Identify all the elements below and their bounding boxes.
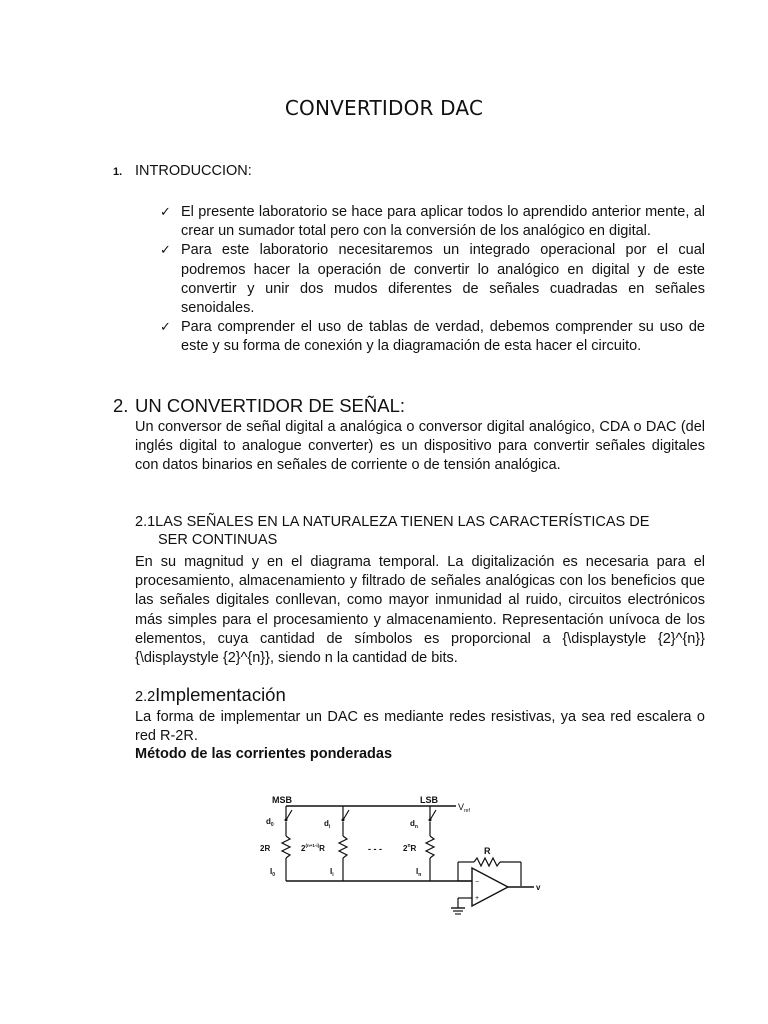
subsection-2-1-heading bbox=[135, 513, 705, 549]
subsection-2-2-heading bbox=[135, 684, 286, 706]
resistor-label: $2^{(n+1-i)}R$ bbox=[301, 843, 325, 853]
section-2-heading bbox=[113, 395, 405, 417]
checkmark-icon: ✓ bbox=[160, 205, 171, 220]
bullet-text: El presente laboratorio se hace para aplicar todos lo aprendido anterior mente, al crear un sumador total pero con la conversión de los analógico en digital. bbox=[181, 204, 705, 240]
resistor-icon bbox=[426, 836, 434, 858]
continuation-dots: - - - bbox=[368, 844, 382, 854]
switch-label: $d_0$ bbox=[266, 817, 274, 828]
resistor-icon bbox=[282, 836, 290, 858]
current-label: $I_i$ bbox=[330, 867, 334, 878]
subsection-2-1-paragraph: En su magnitud y en el diagrama temporal. La digitalización es necesaria para el procesamiento, almacenamiento y filtrado de señales analógicas con los beneficios que las señales digitales conllevan, como mayor inmunidad al ruido, circuitos electrónicos más simples para el procesamiento y almacenamiento. Representación unívoca de los elementos, cuya cantidad de símbolos es proporcional a {\displaystyle {2}^{n}} {\displaystyle {2}^{n}}, siendo n la cantidad de bits. bbox=[135, 554, 705, 667]
section-2-paragraph: Un conversor de señal digital a analógica o conversor digital analógico, CDA o DAC (del inglés digital to analogue converter) es un dispositivo para convertir señales digitales con datos binarios en señales de corriente o de tensión analógica. bbox=[135, 419, 705, 474]
output-label: v bbox=[536, 883, 541, 892]
op-amp bbox=[451, 868, 541, 914]
switch-label: $d_i$ bbox=[324, 819, 331, 830]
branch-msb bbox=[260, 806, 292, 881]
current-label: $I_0$ bbox=[270, 867, 276, 878]
list-item bbox=[160, 203, 705, 241]
resistor-label: 2$^n$R bbox=[403, 843, 417, 853]
section-2-number: 2. bbox=[113, 395, 129, 416]
subsection-2-1-title-continued: SER CONTINUAS bbox=[158, 532, 278, 548]
branch-i bbox=[301, 806, 349, 881]
current-label: $I_n$ bbox=[416, 867, 422, 878]
subsection-2-2-paragraph: La forma de implementar un DAC es mediante redes resistivas, ya sea red escalera o red R-2R. bbox=[135, 709, 705, 745]
section-1-heading bbox=[113, 163, 252, 179]
checkmark-icon: ✓ bbox=[160, 320, 171, 336]
list-item bbox=[160, 241, 705, 318]
subsection-2-1-number: 2.1 bbox=[135, 514, 156, 530]
msb-label: MSB bbox=[272, 795, 292, 805]
bullet-text: Para este laboratorio necesitaremos un integrado operacional por el cual podremos hacer la operación de convertir lo analógico en digital y de este convertir y unir dos mudos diferentes de señales cuadradas en señales senoidales. bbox=[181, 242, 705, 317]
resistor-label: 2R bbox=[260, 844, 271, 853]
branch-lsb bbox=[403, 806, 436, 881]
subsection-2-2-number: 2.2 bbox=[135, 689, 156, 705]
section-2-title: UN CONVERTIDOR DE SEÑAL: bbox=[135, 395, 406, 416]
switch-label: $d_n$ bbox=[410, 819, 418, 830]
feedback-resistor-label: R bbox=[484, 846, 491, 856]
subsection-2-2-title: Implementación bbox=[155, 684, 286, 705]
bullet-text: Para comprender el uso de tablas de verdad, debemos comprender su uso de este y su forma de conexión y la diagramación de esta hacer el circuito. bbox=[181, 319, 705, 355]
subsection-2-1-title: LAS SEÑALES EN LA NATURALEZA TIENEN LAS CARACTERÍSTICAS DE bbox=[155, 514, 650, 530]
method-heading: Método de las corrientes ponderadas bbox=[135, 746, 393, 762]
lsb-label: LSB bbox=[420, 795, 438, 805]
page-title: CONVERTIDOR DAC bbox=[284, 96, 484, 120]
resistor-icon bbox=[339, 836, 347, 858]
noninverting-input-label: + bbox=[475, 895, 480, 902]
inverting-input-label: − bbox=[475, 879, 480, 886]
list-item bbox=[160, 318, 705, 356]
intro-bullet-list bbox=[160, 203, 705, 357]
resistor-icon bbox=[474, 858, 500, 866]
dac-circuit-diagram bbox=[246, 790, 546, 915]
vref-label: $V_{ref}$ bbox=[458, 802, 470, 814]
section-1-number: 1. bbox=[113, 166, 123, 178]
checkmark-icon: ✓ bbox=[160, 243, 171, 259]
section-1-title: INTRODUCCION: bbox=[135, 163, 252, 179]
